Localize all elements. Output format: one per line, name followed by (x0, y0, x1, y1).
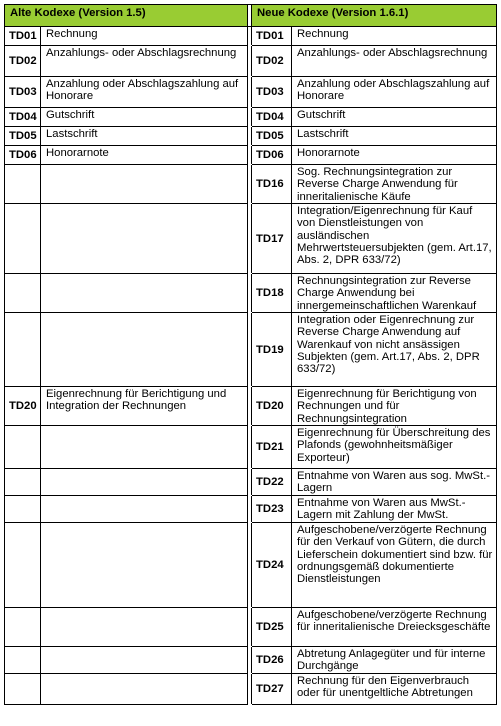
new-description-cell: Rechnungsintegration zur Reverse Charge Anwendung bei innergemeinschaftlichen Warenkauf (292, 274, 497, 313)
table-row (5, 108, 497, 127)
new-code-cell: TD22 (252, 469, 292, 496)
new-code-cell: TD16 (252, 165, 292, 204)
old-description-cell (41, 204, 248, 274)
new-code-cell: TD01 (252, 27, 292, 46)
old-description-cell (41, 674, 248, 705)
old-code-cell (5, 204, 41, 274)
old-description-cell: Anzahlungs- oder Abschlagsrechnung (41, 46, 248, 77)
old-description-cell: Gutschrift (41, 108, 248, 127)
new-code-cell: TD24 (252, 523, 292, 608)
old-code-cell (5, 647, 41, 674)
old-description-cell: Honorarnote (41, 146, 248, 165)
new-code-cell: TD02 (252, 46, 292, 77)
new-description-cell: Gutschrift (292, 108, 497, 127)
new-description-cell: Rechnung (292, 27, 497, 46)
new-description-cell: Integration/Eigenrechnung für Kauf von Dienstleistungen von ausländischen Mehrwertsteuersubjekten (gem. Art.17, Abs. 2, DPR 633/72) (292, 204, 497, 274)
old-description-cell (41, 469, 248, 496)
old-code-cell: TD20 (5, 387, 41, 426)
old-code-cell (5, 496, 41, 523)
new-code-cell: TD25 (252, 608, 292, 647)
old-code-cell: TD04 (5, 108, 41, 127)
new-description-cell: Aufgeschobene/verzögerte Rechnung für den Verkauf von Gütern, die durch Lieferschein dokumentiert sind bzw. für ordnungsgemäß dokumentierte Dienstleistungen (292, 523, 497, 608)
old-code-cell (5, 274, 41, 313)
old-code-cell (5, 674, 41, 705)
old-description-cell (41, 647, 248, 674)
new-code-cell: TD20 (252, 387, 292, 426)
new-code-cell: TD19 (252, 313, 292, 387)
old-description-cell: Rechnung (41, 27, 248, 46)
old-code-cell (5, 469, 41, 496)
new-code-cell: TD03 (252, 77, 292, 108)
header-new-codes: Neue Kodexe (Version 1.6.1) (252, 5, 497, 27)
header-row (5, 5, 497, 27)
old-description-cell (41, 313, 248, 387)
old-code-cell: TD01 (5, 27, 41, 46)
old-description-cell (41, 496, 248, 523)
new-code-cell: TD21 (252, 426, 292, 469)
old-code-cell (5, 523, 41, 608)
new-description-cell: Eigenrechnung für Berichtigung von Rechnungen und für Rechnungsintegration (292, 387, 497, 426)
old-code-cell: TD03 (5, 77, 41, 108)
table-row (5, 608, 497, 647)
table-row (5, 523, 497, 608)
old-code-cell: TD06 (5, 146, 41, 165)
old-code-cell: TD05 (5, 127, 41, 146)
new-description-cell: Eigenrechnung für Überschreitung des Plafonds (gewohnheitsmäßiger Exporteur) (292, 426, 497, 469)
new-description-cell: Aufgeschobene/verzögerte Rechnung für inneritalienische Dreiecksgeschäfte (292, 608, 497, 647)
old-description-cell: Eigenrechnung für Berichtigung und Integration der Rechnungen (41, 387, 248, 426)
table-row (5, 146, 497, 165)
old-code-cell (5, 608, 41, 647)
table-row (5, 469, 497, 496)
old-description-cell (41, 608, 248, 647)
new-description-cell: Sog. Rechnungsintegration zur Reverse Charge Anwendung für inneritalienische Käufe (292, 165, 497, 204)
table-row (5, 127, 497, 146)
table-row (5, 77, 497, 108)
old-code-cell (5, 165, 41, 204)
table-row (5, 387, 497, 426)
table-row (5, 27, 497, 46)
new-description-cell: Abtretung Anlagegüter und für interne Durchgänge (292, 647, 497, 674)
new-description-cell: Entnahme von Waren aus sog. MwSt.-Lagern (292, 469, 497, 496)
old-description-cell (41, 426, 248, 469)
table-row (5, 496, 497, 523)
old-code-cell: TD02 (5, 46, 41, 77)
old-description-cell (41, 274, 248, 313)
table-row (5, 46, 497, 77)
old-description-cell: Lastschrift (41, 127, 248, 146)
new-code-cell: TD05 (252, 127, 292, 146)
table-row (5, 274, 497, 313)
old-description-cell (41, 165, 248, 204)
new-description-cell: Integration oder Eigenrechnung zur Reverse Charge Anwendung auf Warenkauf von nicht ansässigen Subjekten (gem. Art.17, Abs. 2, DPR 633/72) (292, 313, 497, 387)
new-code-cell: TD06 (252, 146, 292, 165)
new-description-cell: Anzahlung oder Abschlagszahlung auf Honorare (292, 77, 497, 108)
old-description-cell: Anzahlung oder Abschlagszahlung auf Honorare (41, 77, 248, 108)
table-row (5, 426, 497, 469)
new-code-cell: TD26 (252, 647, 292, 674)
table-row (5, 165, 497, 204)
code-comparison-table (4, 4, 497, 705)
header-old-codes: Alte Kodexe (Version 1.5) (5, 5, 248, 27)
new-code-cell: TD04 (252, 108, 292, 127)
new-description-cell: Honorarnote (292, 146, 497, 165)
new-description-cell: Rechnung für den Eigenverbrauch oder für unentgeltliche Abtretungen (292, 674, 497, 705)
old-code-cell (5, 426, 41, 469)
new-code-cell: TD23 (252, 496, 292, 523)
new-description-cell: Anzahlungs- oder Abschlagsrechnung (292, 46, 497, 77)
old-code-cell (5, 313, 41, 387)
table-row (5, 647, 497, 674)
new-code-cell: TD18 (252, 274, 292, 313)
new-code-cell: TD17 (252, 204, 292, 274)
table-body (5, 27, 497, 705)
new-code-cell: TD27 (252, 674, 292, 705)
table-row (5, 313, 497, 387)
table-row (5, 674, 497, 705)
table-row (5, 204, 497, 274)
new-description-cell: Lastschrift (292, 127, 497, 146)
old-description-cell (41, 523, 248, 608)
new-description-cell: Entnahme von Waren aus MwSt.-Lagern mit Zahlung der MwSt. (292, 496, 497, 523)
